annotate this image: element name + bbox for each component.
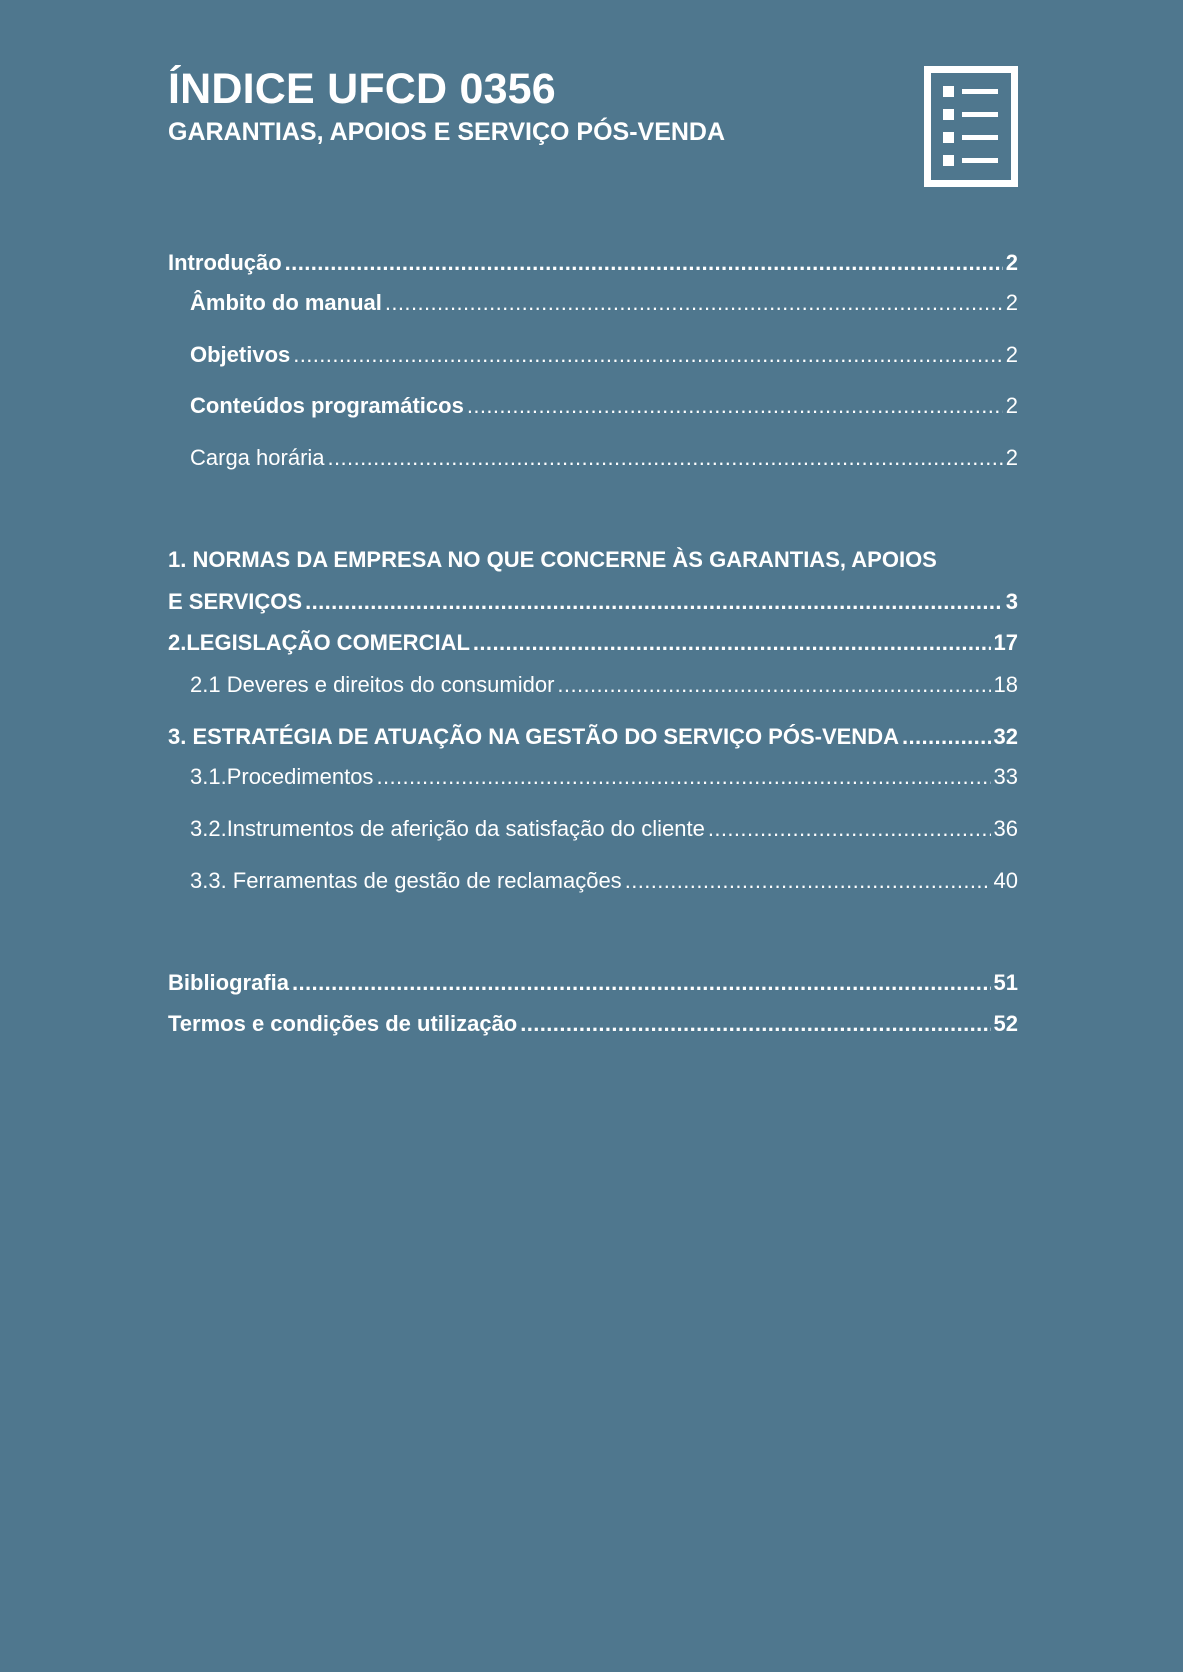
toc-entry-bibliografia[interactable]: Bibliografia ..... 51 (168, 972, 1018, 994)
toc-entry-normas-line1[interactable]: 1. NORMAS DA EMPRESA NO QUE CONCERNE ÀS GARANTIAS, APOIOS (168, 547, 937, 572)
toc-entry-carga-horaria[interactable]: Carga horária ..... 2 (190, 447, 1018, 469)
toc-entry-objetivos[interactable]: Objetivos ..... 2 (190, 344, 1018, 366)
page-number: 3 (1005, 589, 1018, 614)
toc-entry-deveres-direitos[interactable]: 2.1 Deveres e direitos do consumidor ..... 18 (190, 674, 1018, 696)
document-list-icon (924, 66, 1018, 187)
toc-entry-procedimentos[interactable]: 3.1.Procedimentos ..... 33 (190, 766, 1018, 788)
page-number: 32 (993, 724, 1018, 749)
toc-entry-ambito-do-manual[interactable]: Âmbito do manual ..... 2 (190, 292, 1018, 314)
page-number: 2 (1005, 445, 1018, 470)
dot-leader (293, 344, 1003, 366)
page-number: 51 (993, 970, 1018, 995)
dot-leader (625, 870, 991, 892)
page-subtitle: GARANTIAS, APOIOS E SERVIÇO PÓS-VENDA (168, 118, 726, 146)
page-number: 2 (1005, 250, 1018, 275)
page-number: 33 (993, 764, 1018, 789)
toc-entry-conteudos-programaticos[interactable]: Conteúdos programáticos ..... 2 (190, 395, 1018, 417)
dot-leader (385, 292, 1003, 314)
page-number: 52 (993, 1011, 1018, 1036)
dot-leader (557, 674, 990, 696)
dot-leader (467, 395, 1003, 417)
dot-leader (292, 972, 991, 994)
dot-leader (520, 1013, 990, 1035)
toc-entry-estrategia[interactable]: 3. ESTRATÉGIA DE ATUAÇÃO NA GESTÃO DO SERVIÇO PÓS-VENDA ..... 32 (168, 726, 1018, 748)
toc-entry-instrumentos[interactable]: 3.2.Instrumentos de aferição da satisfação do cliente ..... 36 (190, 818, 1018, 840)
document-page (168, 0, 1018, 1672)
dot-leader (473, 632, 991, 654)
page-number: 2 (1005, 342, 1018, 367)
toc-entry-termos[interactable]: Termos e condições de utilização ..... 52 (168, 1013, 1018, 1035)
dot-leader (305, 591, 1003, 613)
page-number: 18 (993, 672, 1018, 697)
index-header (168, 62, 1018, 192)
dot-leader (285, 252, 1003, 274)
dot-leader (328, 447, 1003, 469)
page-number: 2 (1005, 393, 1018, 418)
page-title: ÍNDICE UFCD 0356 (168, 65, 556, 113)
page-number: 17 (993, 630, 1018, 655)
dot-leader (902, 726, 991, 748)
page-number: 36 (993, 816, 1018, 841)
page-number: 2 (1005, 290, 1018, 315)
toc-entry-ferramentas[interactable]: 3.3. Ferramentas de gestão de reclamações ..... 40 (190, 870, 1018, 892)
dot-leader (708, 818, 991, 840)
toc-entry-normas[interactable]: E SERVIÇOS ..... 3 (168, 591, 1018, 613)
toc-entry-introducao[interactable]: Introdução ..... 2 (168, 252, 1018, 274)
toc-entry-legislacao-comercial[interactable]: 2.LEGISLAÇÃO COMERCIAL ..... 17 (168, 632, 1018, 654)
dot-leader (376, 766, 990, 788)
page-number: 40 (993, 868, 1018, 893)
